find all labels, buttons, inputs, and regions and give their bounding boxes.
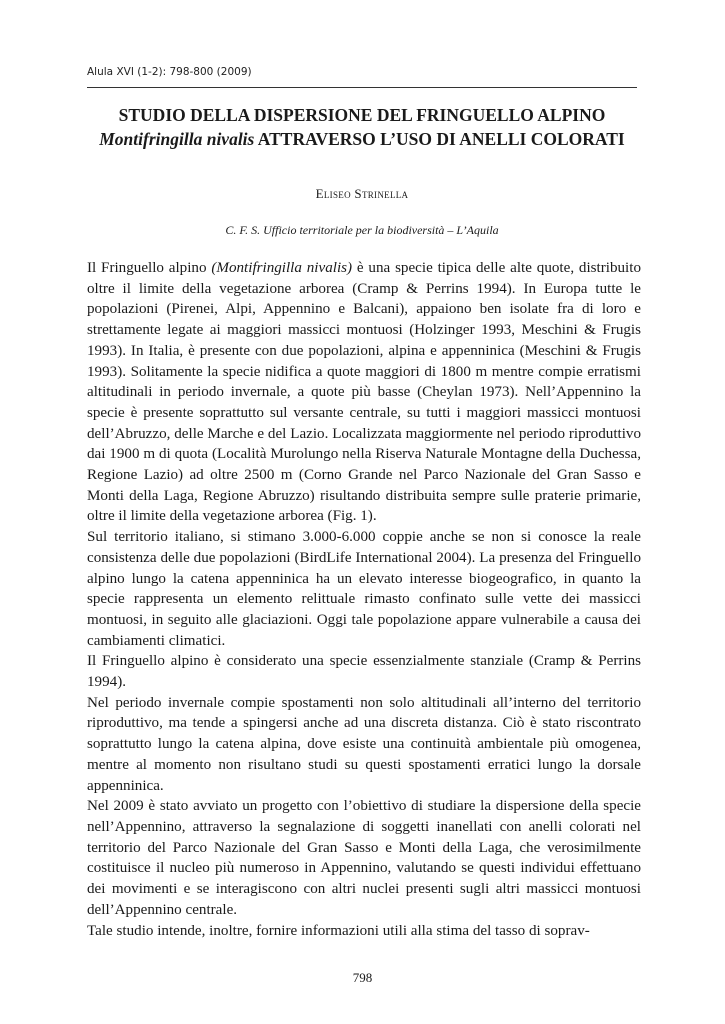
article-body — [87, 258, 641, 941]
page-number: 798 — [352, 970, 373, 985]
paragraph-4: Nel periodo invernale compie spostamenti non solo altitudinali all’interno del territorio riproduttivo, ma tende a spingersi anche ad una discreta distanza. Ciò è stato riscontrato soprattutto lungo la catena alpina, dove esiste una continuità ambientale più omogenea, mentre al momento non risultano studi su questi spostamenti erratici lungo la dorsale appenninica. — [87, 694, 641, 794]
header-rule — [87, 87, 637, 88]
title-line-1: STUDIO DELLA DISPERSIONE DEL FRINGUELLO ALPINO — [118, 105, 606, 125]
title-species: Montifringilla nivalis — [99, 129, 255, 149]
paragraph-5: Nel 2009 è stato avviato un progetto con l’obiettivo di studiare la dispersione della specie nell’Appennino, attraverso la segnalazione di soggetti inanellati con anelli colorati nel territorio del Parco Nazionale del Gran Sasso e Monti della Laga, che verosimilmente costituisce il nucleo più numeroso in Appennino, valutando se questi individui effettuano dei movimenti e se interagiscono con altri nuclei presenti sugli altri massicci montuosi dell’Appennino centrale. — [87, 798, 641, 918]
paragraph-2: Sul territorio italiano, si stimano 3.000-6.000 coppie anche se non si conosce la reale consistenza delle due popolazioni (BirdLife International 2004). La presenza del Fringuello alpino lungo la catena appenninica ha un elevato interesse biogeografico, in quanto la specie rappresenta un elemento relittuale rimasto confinato sulle vette dei massicci montuosi, in seguito alle glaciazioni. Oggi tale popolazione appare vulnerabile a causa dei cambiamenti climatici. — [87, 529, 641, 649]
article-title — [87, 103, 637, 151]
title-line-2-rest: ATTRAVERSO L’USO DI ANELLI COLORATI — [254, 129, 625, 149]
running-head: Alula XVI (1-2): 798-800 (2009) — [87, 66, 252, 78]
title-line-2 — [87, 127, 637, 151]
paragraph-3: Il Fringuello alpino è considerato una specie essenzialmente stanziale (Cramp & Perrins 1994). — [87, 653, 641, 691]
author-name: Eliseo Strinella — [315, 186, 409, 201]
paragraph-1 — [87, 258, 641, 527]
paragraph-6: Tale studio intende, inoltre, fornire informazioni utili alla stima del tasso di soprav- — [87, 922, 590, 939]
paragraph-1-rest: è una specie tipica delle alte quote, distribuito oltre il limite della vegetazione arborea (Cramp & Perrins 1994). In Europa tutte le popolazioni (Pirenei, Alpi, Appennino e Balcani), appaiono ben isolate fra di loro e strettamente legate ai maggiori massicci montuosi (Holzinger 1993, Meschini & Frugis 1993). In Italia, è presente con due popolazioni, alpina e appenninica (Meschini & Frugis 1993). Solitamente la specie nidifica a quote maggiori di 1800 m mentre compie erratismi altitudinali in periodo invernale, a quote più basse (Cheylan 1973). Nell’Appennino la specie è presente soprattutto sul versante centrale, su tutti i maggiori massicci montuosi dell’Abruzzo, delle Marche e del Lazio. Localizzata maggiormente nel periodo riproduttivo dai 1900 m di quota (Località Murolungo nella Riserva Naturale Montagne della Duchessa, Regione Lazio) ad oltre 2500 m (Corno Grande nel Parco Nazionale del Gran Sasso e Monti della Laga, Regione Abruzzo) risultando distribuita sempre sulle praterie primarie, oltre il limite della vegetazione arborea (Fig. 1). — [87, 260, 641, 525]
species-name: (Montifringilla nivalis) — [211, 260, 353, 276]
paragraph-1-start: Il Fringuello alpino — [87, 260, 212, 276]
author-affiliation: C. F. S. Ufficio territoriale per la biodiversità – L’Aquila — [225, 223, 499, 237]
